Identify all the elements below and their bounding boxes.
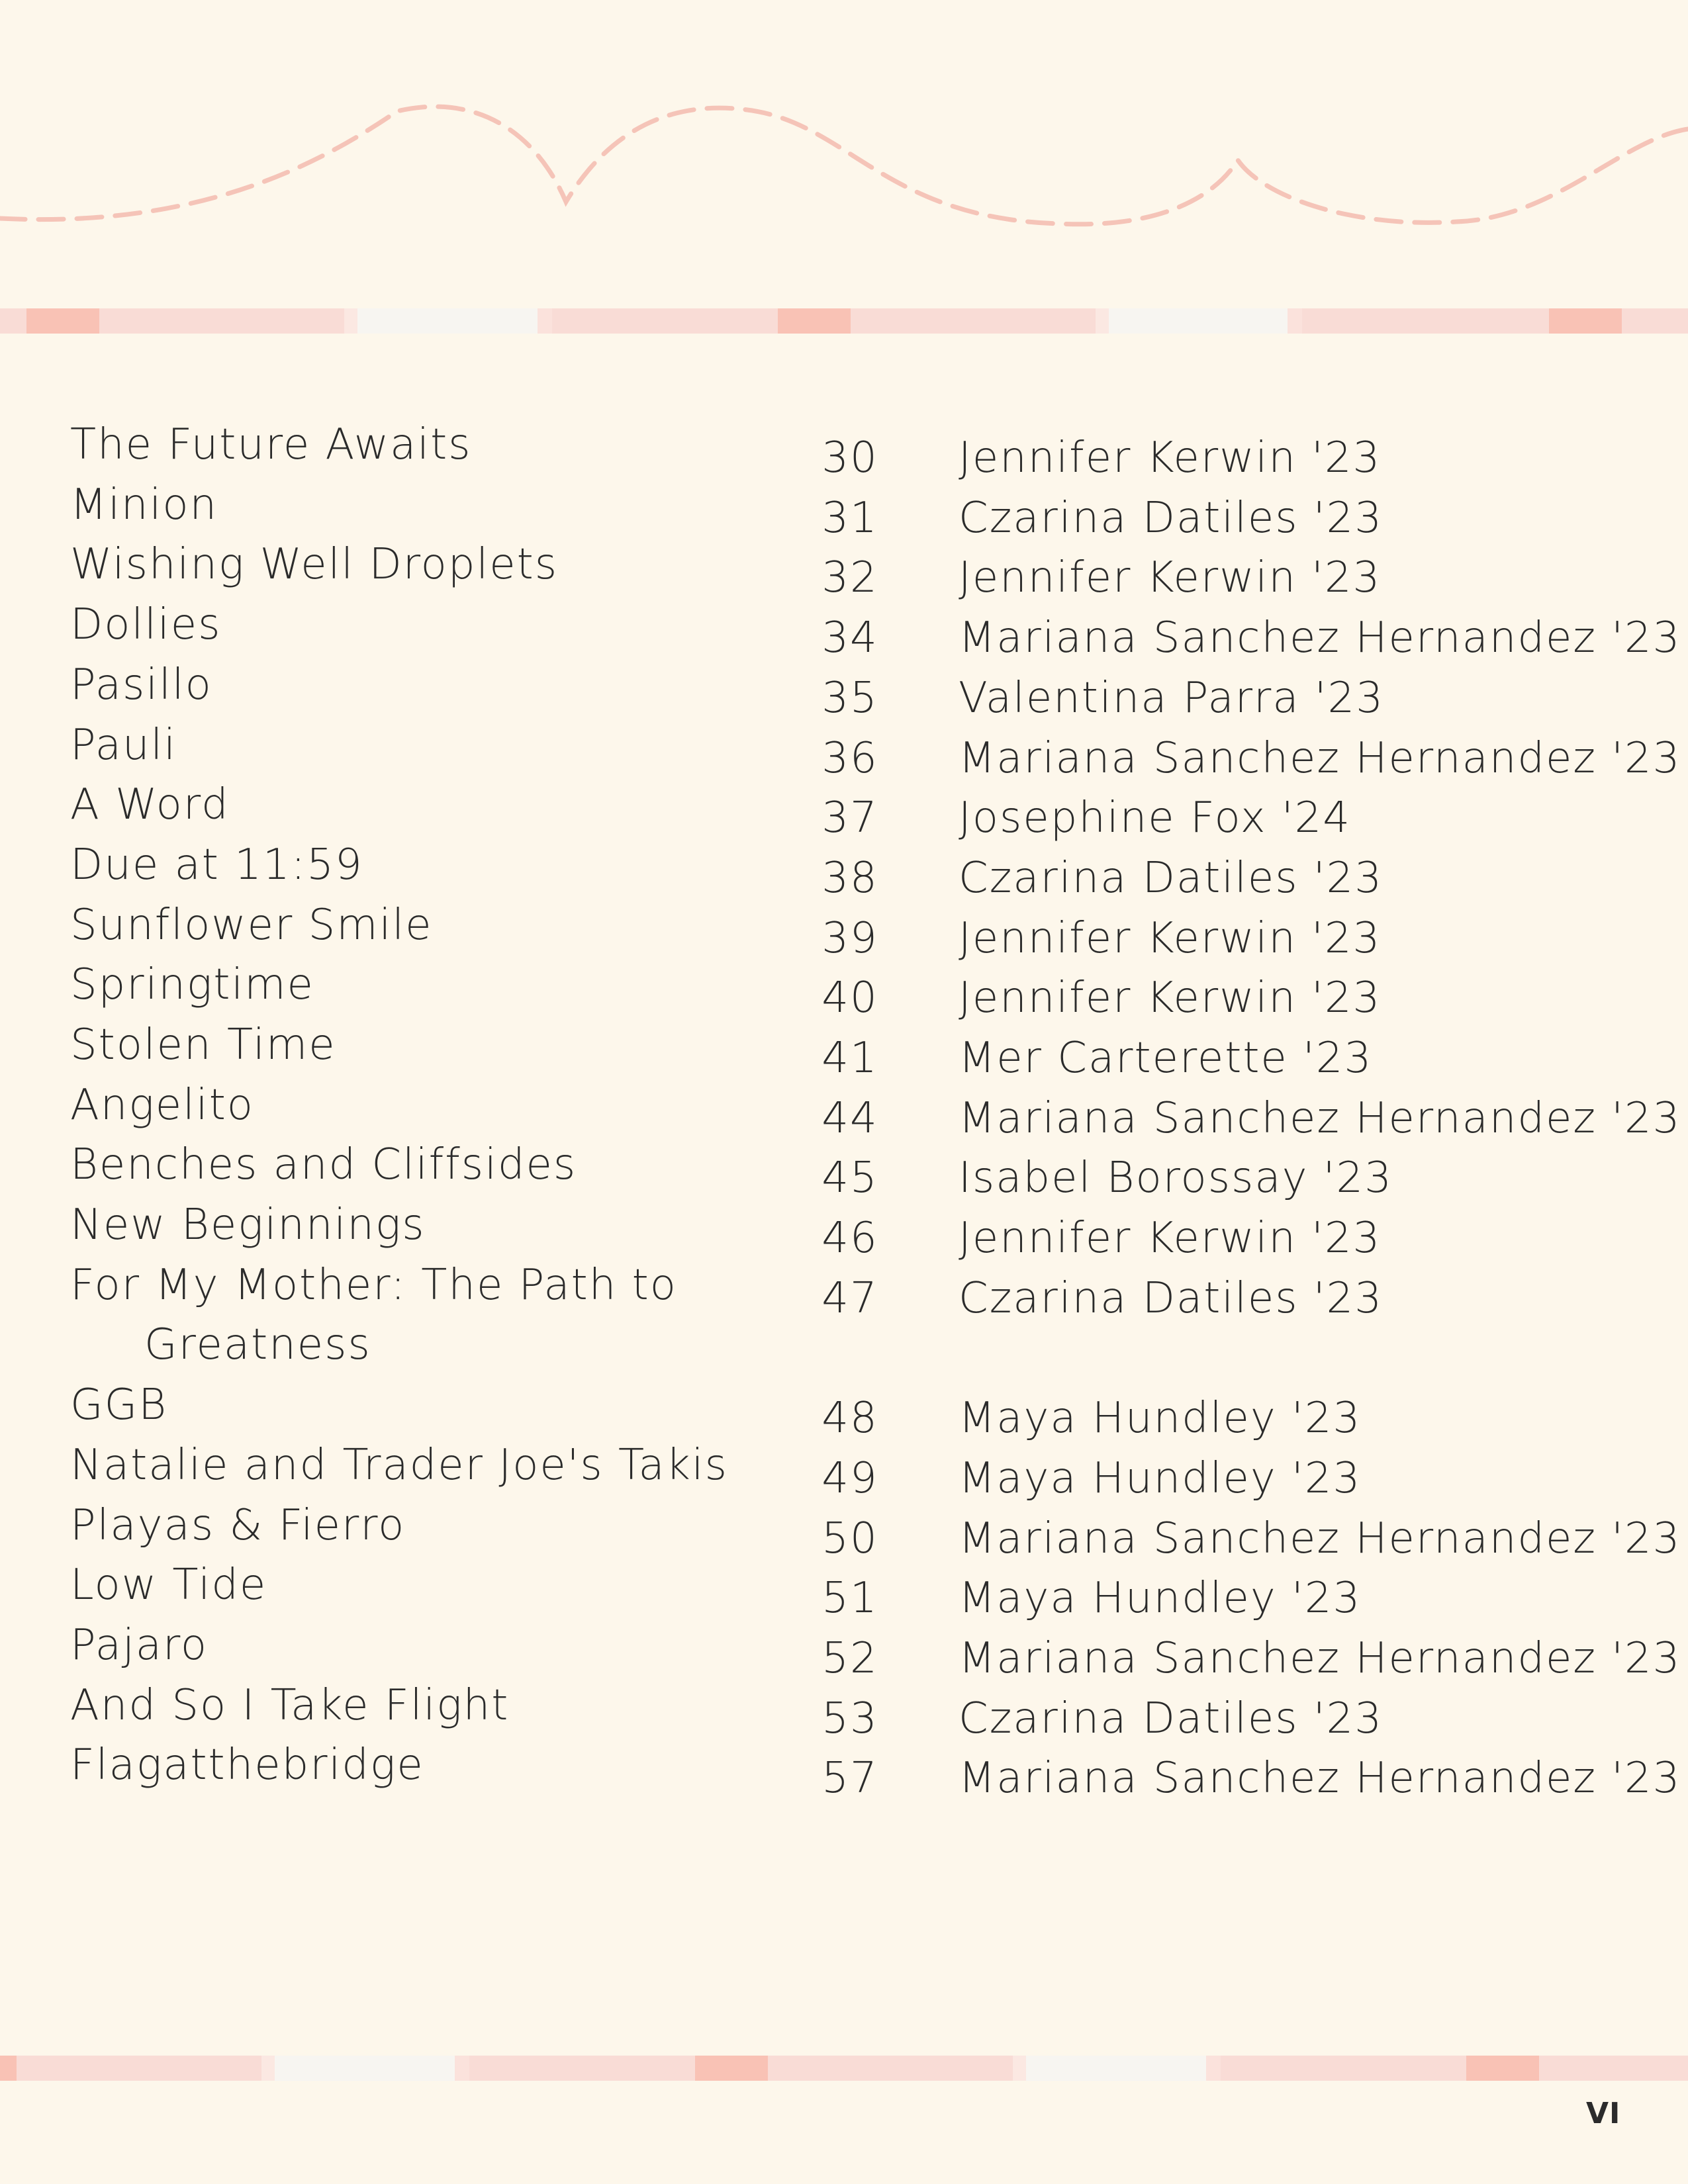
toc-entry-page-number: 41 bbox=[821, 1034, 878, 1083]
toc-entry-author: Mariana Sanchez Hernandez '23 bbox=[959, 1094, 1681, 1143]
toc-entry-title: Wishing Well Droplets bbox=[70, 540, 559, 589]
toc-entry-page-number: 50 bbox=[821, 1514, 878, 1563]
toc-entry-title: Benches and Cliffsides bbox=[70, 1140, 577, 1189]
top-stripe-border bbox=[0, 308, 1688, 334]
toc-entry-title: Pasillo bbox=[70, 660, 212, 709]
toc-entry-title: Low Tide bbox=[70, 1561, 267, 1610]
toc-entry-page-number: 32 bbox=[821, 553, 878, 602]
toc-entry-page-number: 57 bbox=[821, 1754, 878, 1803]
toc-entry-author: Isabel Borossay '23 bbox=[959, 1154, 1393, 1203]
toc-entry-page-number: 40 bbox=[821, 974, 878, 1023]
dashed-wave-decoration bbox=[0, 0, 1688, 278]
toc-entry-author: Jennifer Kerwin '23 bbox=[959, 553, 1382, 602]
toc-entry-author: Mariana Sanchez Hernandez '23 bbox=[959, 734, 1681, 783]
toc-entry-title: The Future Awaits bbox=[70, 420, 472, 469]
toc-entry-title: Pajaro bbox=[70, 1621, 208, 1670]
toc-entry-author: Valentina Parra '23 bbox=[959, 674, 1384, 723]
toc-entry-page-number: 35 bbox=[821, 674, 878, 723]
toc-entry-author: Czarina Datiles '23 bbox=[959, 1694, 1383, 1743]
toc-entry-page-number: 49 bbox=[821, 1454, 878, 1503]
toc-entry-page-number: 53 bbox=[821, 1694, 878, 1743]
toc-entry-page-number: 34 bbox=[821, 614, 878, 662]
toc-entry-author: Jennifer Kerwin '23 bbox=[959, 914, 1382, 963]
toc-entry-page-number: 51 bbox=[821, 1574, 878, 1623]
toc-entry-author: Mer Carterette '23 bbox=[959, 1034, 1373, 1083]
toc-entry-title: And So I Take Flight bbox=[70, 1681, 510, 1730]
toc-entry-page-number: 48 bbox=[821, 1394, 878, 1443]
toc-entry-author: Josephine Fox '24 bbox=[959, 794, 1351, 842]
toc-entry-author: Maya Hundley '23 bbox=[959, 1454, 1362, 1503]
toc-entry-author: Jennifer Kerwin '23 bbox=[959, 974, 1382, 1023]
toc-entry-author: Jennifer Kerwin '23 bbox=[959, 1214, 1382, 1263]
toc-entry-author: Mariana Sanchez Hernandez '23 bbox=[959, 614, 1681, 662]
toc-entry-title: Playas & Fierro bbox=[70, 1501, 406, 1550]
toc-entry-author: Mariana Sanchez Hernandez '23 bbox=[959, 1634, 1681, 1683]
toc-entry-title-continuation: Greatness bbox=[144, 1320, 371, 1369]
toc-entry-page-number: 47 bbox=[821, 1274, 878, 1323]
toc-entry-title: Natalie and Trader Joe's Takis bbox=[70, 1441, 728, 1490]
bottom-stripe-border bbox=[0, 2056, 1688, 2081]
toc-entry-title: Stolen Time bbox=[70, 1021, 336, 1069]
toc-entry-title: Sunflower Smile bbox=[70, 901, 433, 950]
toc-entry-author: Maya Hundley '23 bbox=[959, 1574, 1362, 1623]
toc-entry-title: Flagatthebridge bbox=[70, 1741, 424, 1790]
toc-entry-author: Czarina Datiles '23 bbox=[959, 854, 1383, 903]
toc-entry-title: For My Mother: The Path to bbox=[70, 1261, 677, 1310]
toc-entry-title: GGB bbox=[70, 1381, 168, 1430]
toc-entry-author: Mariana Sanchez Hernandez '23 bbox=[959, 1754, 1681, 1803]
toc-entry-title: A Word bbox=[70, 780, 230, 829]
toc-entry-title: Angelito bbox=[70, 1081, 254, 1130]
toc-entry-page-number: 38 bbox=[821, 854, 878, 903]
toc-entry-author: Maya Hundley '23 bbox=[959, 1394, 1362, 1443]
toc-entry-page-number: 45 bbox=[821, 1154, 878, 1203]
toc-entry-page-number: 46 bbox=[821, 1214, 878, 1263]
toc-entry-page-number: 31 bbox=[821, 494, 878, 543]
toc-entry-author: Czarina Datiles '23 bbox=[959, 494, 1383, 543]
toc-entry-title: Minion bbox=[70, 480, 218, 529]
toc-entry-page-number: 52 bbox=[821, 1634, 878, 1683]
toc-entry-author: Czarina Datiles '23 bbox=[959, 1274, 1383, 1323]
toc-entry-author: Jennifer Kerwin '23 bbox=[959, 433, 1382, 482]
toc-entry-title: Dollies bbox=[70, 600, 222, 649]
toc-entry-title: Pauli bbox=[70, 721, 177, 770]
toc-entry-author: Mariana Sanchez Hernandez '23 bbox=[959, 1514, 1681, 1563]
dashed-wave-line bbox=[0, 107, 1688, 224]
page-number: VI bbox=[1586, 2097, 1621, 2130]
toc-entry-page-number: 36 bbox=[821, 734, 878, 783]
toc-entry-title: New Beginnings bbox=[70, 1201, 426, 1250]
toc-entry-title: Springtime bbox=[70, 960, 314, 1009]
toc-entry-page-number: 39 bbox=[821, 914, 878, 963]
toc-entry-page-number: 30 bbox=[821, 433, 878, 482]
toc-entry-page-number: 44 bbox=[821, 1094, 878, 1143]
toc-entry-title: Due at 11:59 bbox=[70, 841, 363, 889]
toc-entry-page-number: 37 bbox=[821, 794, 878, 842]
